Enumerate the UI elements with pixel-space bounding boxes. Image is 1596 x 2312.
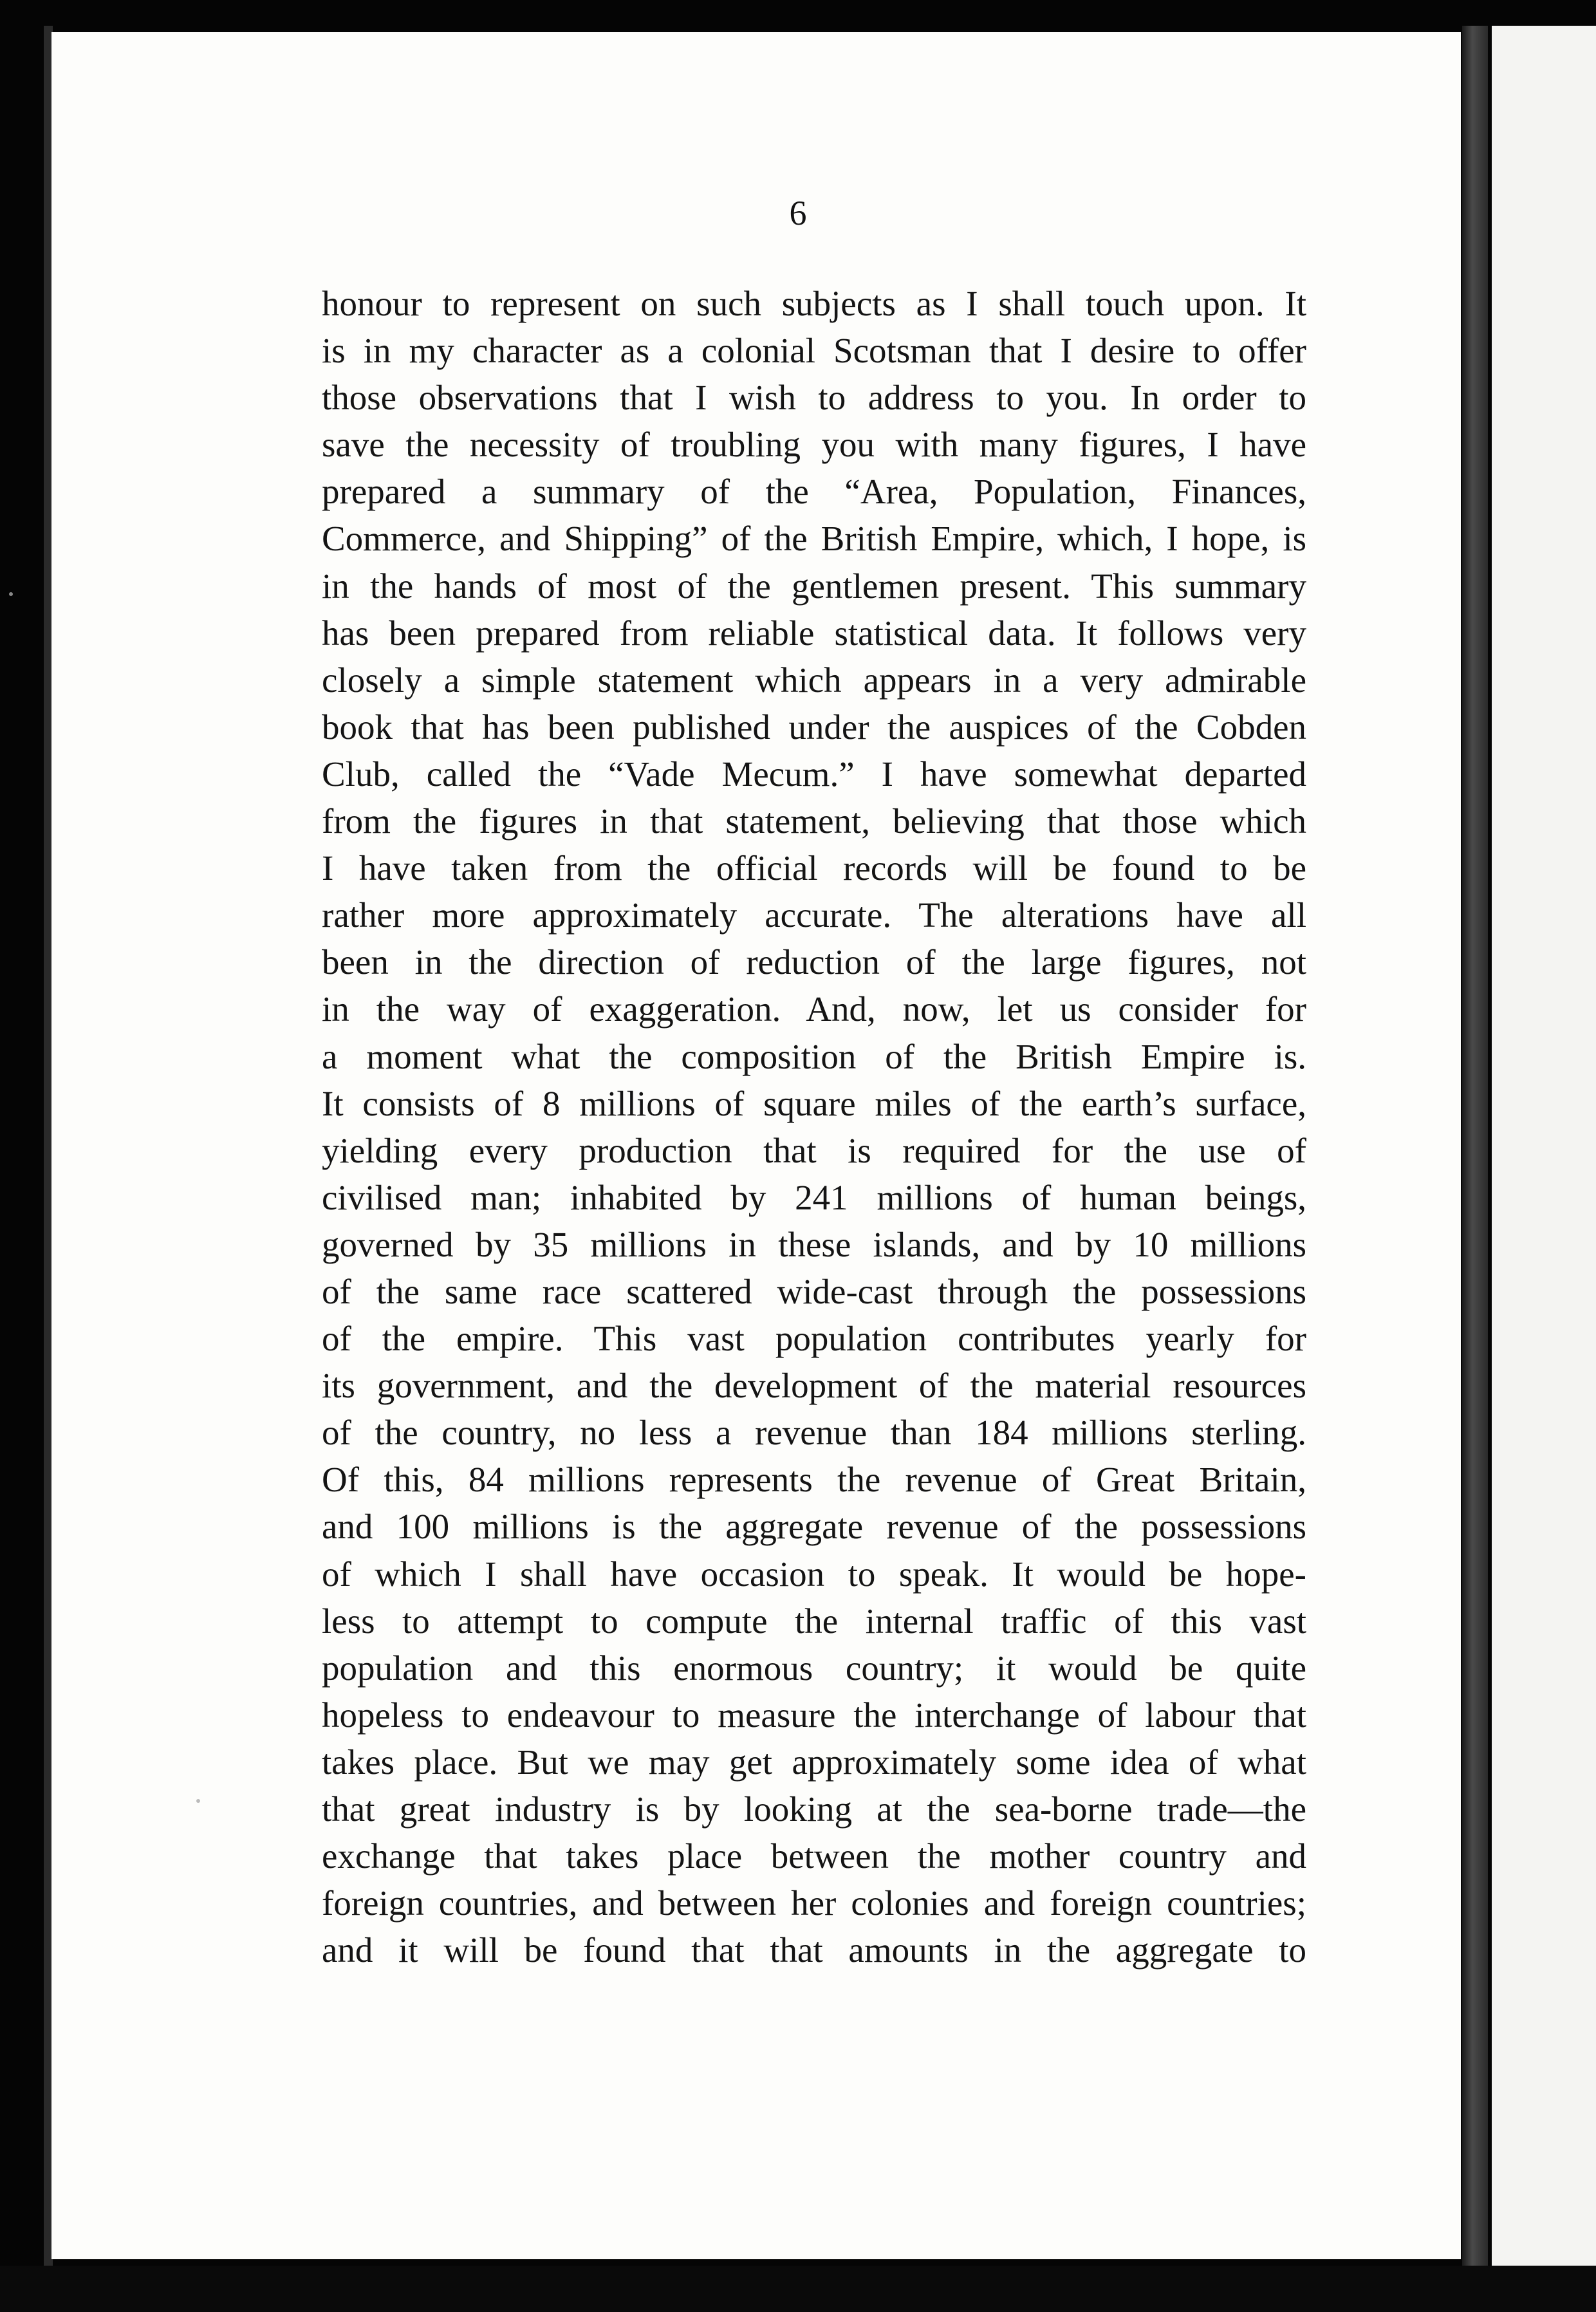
text-line: is in my character as a colonial Scotsman that I desire to offer — [322, 331, 1306, 371]
text-line: of the empire. This vast population contributes yearly for — [322, 1319, 1306, 1359]
scan-bottom-edge — [0, 2266, 1596, 2312]
text-line: of the same race scattered wide-cast through the possessions — [322, 1271, 1306, 1311]
text-line: I have taken from the official records will be found to be — [322, 848, 1306, 888]
text-line: foreign countries, and between her colonies and foreign countries; — [322, 1883, 1306, 1923]
text-line: closely a simple statement which appears in a very admirable — [322, 660, 1306, 700]
text-line: book that has been published under the auspices of the Cobden — [322, 707, 1306, 747]
text-line: of the country, no less a revenue than 184 millions sterling. — [322, 1413, 1306, 1453]
text-line: been in the direction of reduction of the large figures, not — [322, 942, 1306, 982]
text-line: civilised man; inhabited by 241 millions of human beings, — [322, 1177, 1306, 1217]
text-line: a moment what the composition of the British Empire is. — [322, 1036, 1306, 1076]
text-line: and it will be found that that amounts in the aggregate to — [322, 1930, 1306, 1970]
text-line: its government, and the development of the material resources — [322, 1366, 1306, 1406]
text-line: population and this enormous country; it would be quite — [322, 1648, 1306, 1688]
text-line: takes place. But we may get approximately some idea of what — [322, 1742, 1306, 1782]
page-number: 6 — [789, 194, 807, 232]
text-line: of which I shall have occasion to speak. It would be hope- — [322, 1554, 1306, 1594]
text-line: from the figures in that statement, believing that those which — [322, 801, 1306, 841]
text-line: less to attempt to compute the internal traffic of this vast — [322, 1601, 1306, 1641]
text-line: in the hands of most of the gentlemen present. This summary — [322, 566, 1306, 606]
text-line: Of this, 84 millions represents the revenue of Great Britain, — [322, 1460, 1306, 1500]
text-line: Club, called the “Vade Mecum.” I have somewhat departed — [322, 754, 1306, 794]
scan-speck — [9, 592, 13, 596]
text-line: exchange that takes place between the mother country and — [322, 1836, 1306, 1876]
text-line: yielding every production that is required for the use of — [322, 1130, 1306, 1170]
body-text — [322, 280, 1306, 1973]
text-line: Commerce, and Shipping” of the British Empire, which, I hope, is — [322, 519, 1306, 559]
text-line: It consists of 8 millions of square miles of the earth’s surface, — [322, 1083, 1306, 1123]
text-line: has been prepared from reliable statistical data. It follows very — [322, 613, 1306, 653]
text-line: those observations that I wish to address to you. In order to — [322, 378, 1306, 418]
text-line: in the way of exaggeration. And, now, let us consider for — [322, 989, 1306, 1029]
text-line: that great industry is by looking at the sea-borne trade—the — [322, 1789, 1306, 1829]
text-line: governed by 35 millions in these islands, and by 10 millions — [322, 1224, 1306, 1264]
text-line: rather more approximately accurate. The alterations have all — [322, 895, 1306, 935]
facing-page-sliver — [1492, 26, 1596, 2266]
text-line: save the necessity of troubling you with many figures, I have — [322, 425, 1306, 465]
text-line: prepared a summary of the “Area, Population, Finances, — [322, 472, 1306, 512]
text-line: honour to represent on such subjects as I shall touch upon. It — [322, 284, 1306, 323]
text-line: hopeless to endeavour to measure the interchange of labour that — [322, 1695, 1306, 1735]
scan-speck — [196, 1799, 200, 1803]
text-line: and 100 millions is the aggregate revenue of the possessions — [322, 1507, 1306, 1547]
page-gutter — [1462, 26, 1488, 2266]
